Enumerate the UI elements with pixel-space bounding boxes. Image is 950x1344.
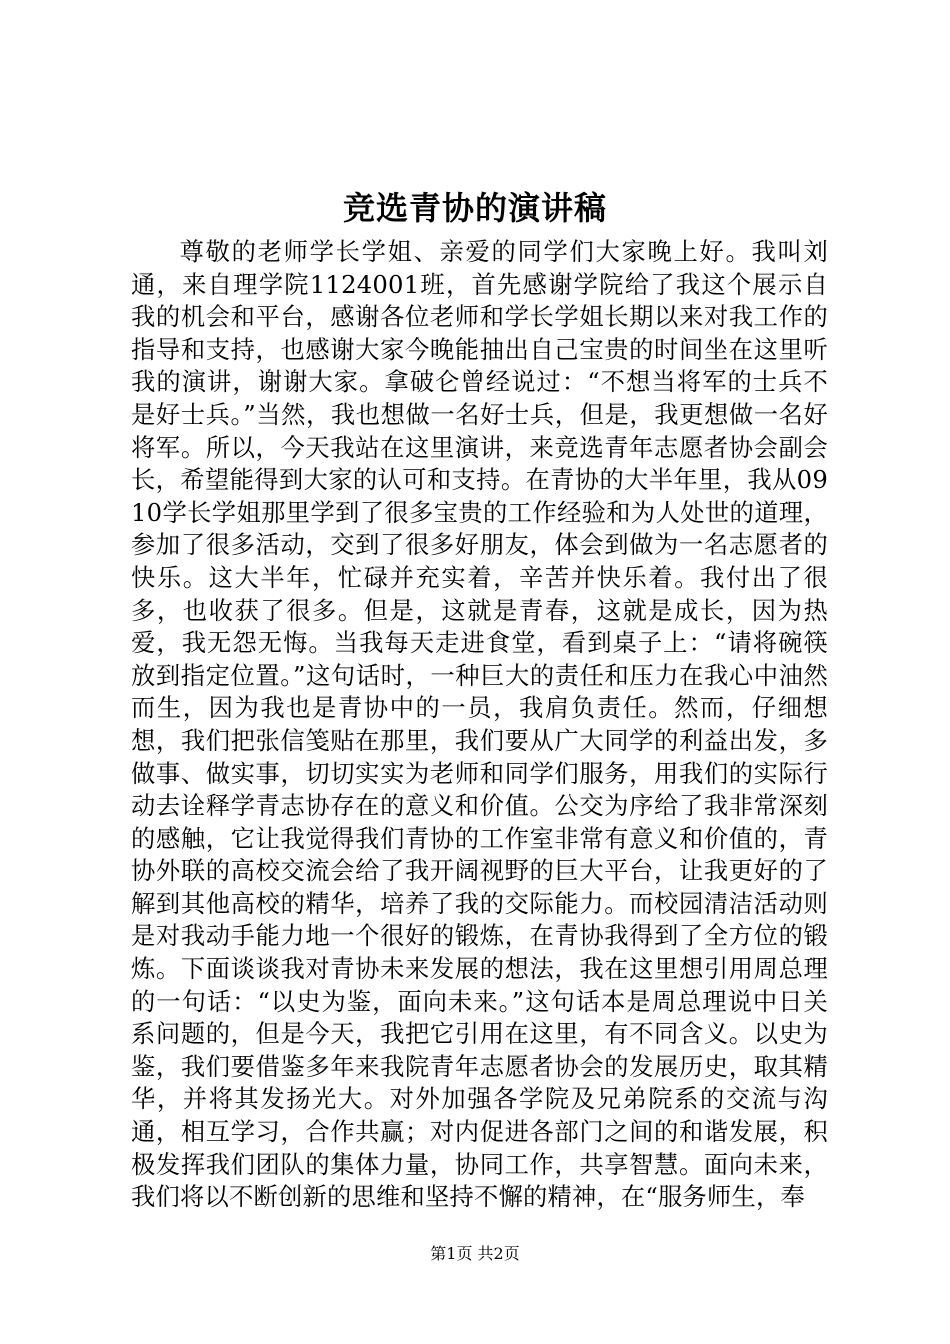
page-footer: 第1页 共2页 bbox=[430, 1244, 520, 1263]
body-paragraph: 尊敬的老师学长学姐、亲爱的同学们大家晚上好。我叫刘通，来自理学院1124001班，首先感谢学院给了我这个展示自我的机会和平台，感谢各位老师和学长学姐长期以来对我工作的指导和支持，也感谢大家今晚能抽出自己宝贵的时间坐在这里听我的演讲，谢谢大家。拿破仑曾经说过：“不想当将军的士兵不是好士兵。”当然，我也想做一名好士兵，但是，我更想做一名好将军。所以，今天我站在这里演讲，来竞选青年志愿者协会副会长，希望能得到大家的认可和支持。在青协的大半年里，我从0910学长学姐那里学到了很多宝贵的工作经验和为人处世的道理，参加了很多活动，交到了很多好朋友，体会到做为一名志愿者的快乐。这大半年，忙碌并充实着，辛苦并快乐着。我付出了很多，也收获了很多。但是，这就是青春，这就是成长，因为热爱，我无怨无悔。当我每天走进食堂，看到桌子上：“请将碗筷放到指定位置。”这句话时，一种巨大的责任和压力在我心中油然而生，因为我也是青协中的一员，我肩负责任。然而，仔细想想，我们把张信笺贴在那里，我们要从广大同学的利益出发，多做事、做实事，切切实实为老师和同学们服务，用我们的实际行动去诠释学青志协存在的意义和价值。公交为序给了我非常深刻的感触，它让我觉得我们青协的工作室非常有意义和价值的，青协外联的高校交流会给了我开阔视野的巨大平台，让我更好的了解到其他高校的精华，培养了我的交际能力。而校园清洁活动则是对我动手能力地一个很好的锻炼，在青协我得到了全方位的锻炼。下面谈谈我对青协未来发展的想法，我在这里想引用周总理的一句话：“以史为鉴，面向未来。”这句话本是周总理说中日关系问题的，但是今天，我把它引用在这里，有不同含义。以史为鉴，我们要借鉴多年来我院青年志愿者协会的发展历史，取其精华，并将其发扬光大。对外加强各学院及兄弟院系的交流与沟通，相互学习，合作共赢；对内促进各部门之间的和谐发展，积极发挥我们团队的集体力量，协同工作，共享智慧。面向未来，我们将以不断创新的思维和坚持不懈的精神，在“服务师生，奉 bbox=[131, 237, 828, 1212]
document-title: 竞选青协的演讲稿 bbox=[342, 189, 607, 227]
